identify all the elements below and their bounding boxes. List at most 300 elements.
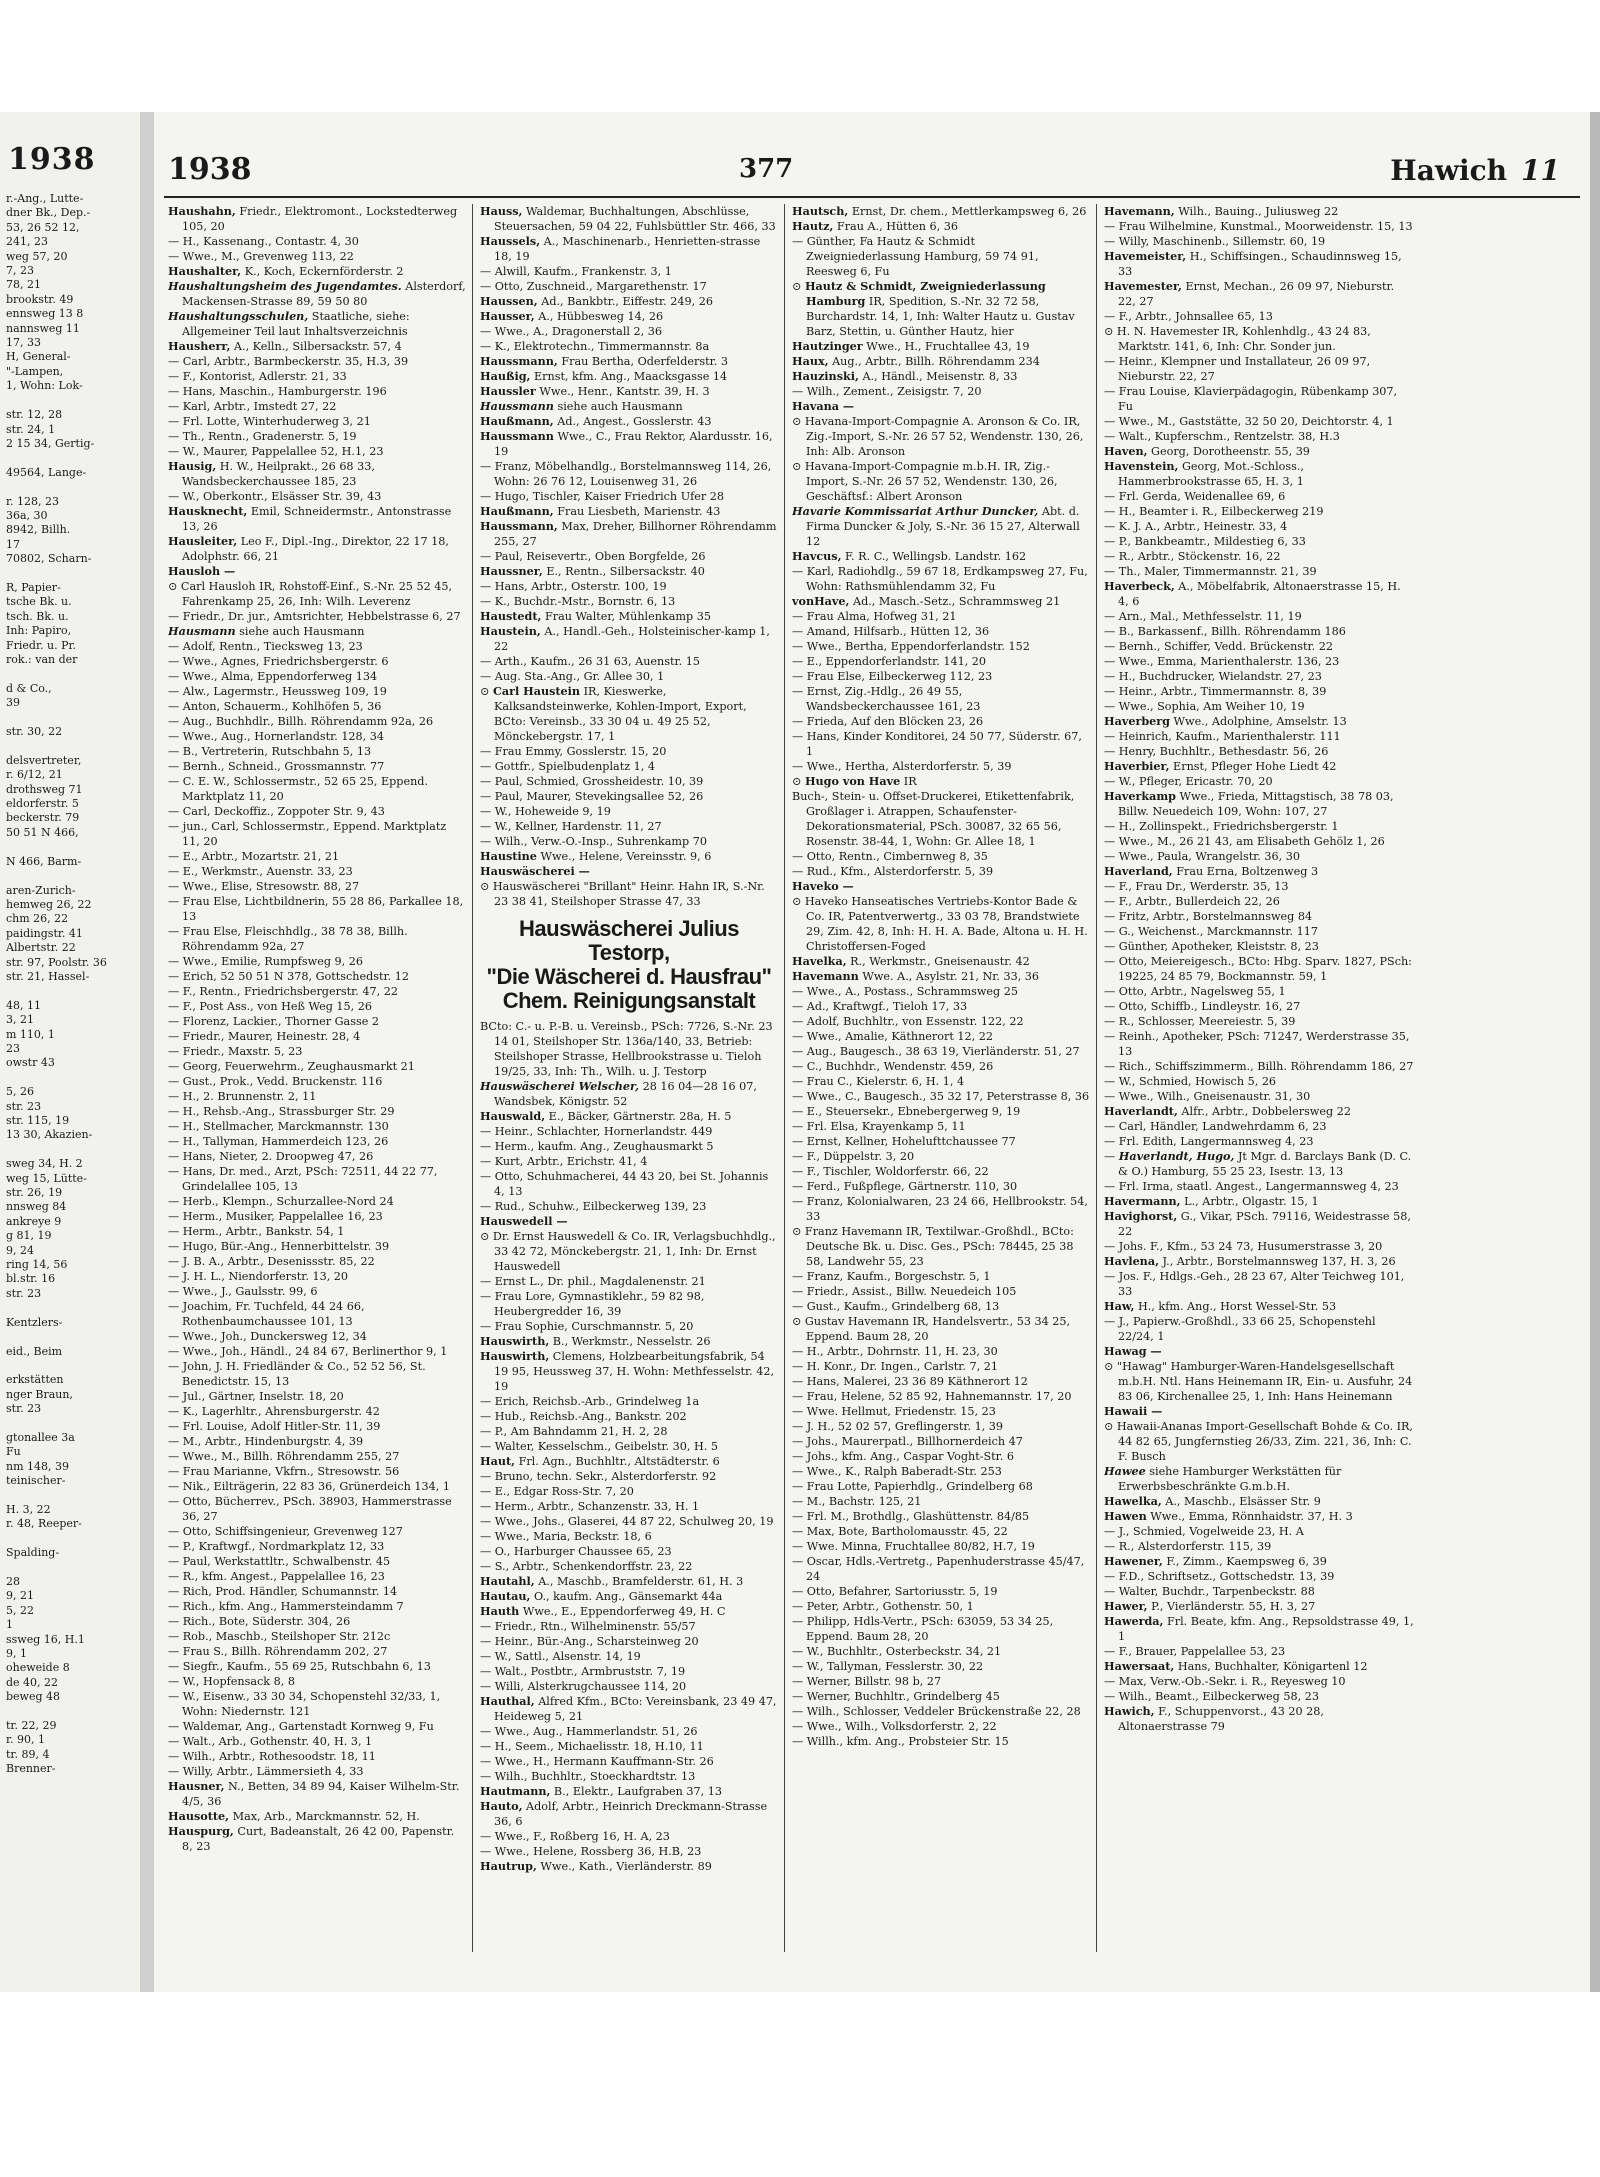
directory-entry: — H., Tallyman, Hammerdeich 123, 26 xyxy=(168,1135,389,1148)
directory-entry: — O., Harburger Chaussee 65, 23 xyxy=(480,1545,672,1558)
directory-entry: — Wwe., Bertha, Eppendorferlandstr. 152 xyxy=(792,640,1030,653)
fragment-line: H. 3, 22 xyxy=(6,1502,51,1516)
directory-entry: — F.D., Schriftsetz., Gottschedstr. 13, 39 xyxy=(1104,1570,1335,1583)
directory-entry: — Frau Wilhelmine, Kunstmal., Moorweidenstr. 15, 13 xyxy=(1104,220,1413,233)
directory-entry: — Otto, Rentn., Cimbernweg 8, 35 xyxy=(792,850,988,863)
directory-entry: — R., Schlosser, Meereiestr. 5, 39 xyxy=(1104,1015,1296,1028)
directory-entry: — Otto, Arbtr., Nagelsweg 55, 1 xyxy=(1104,985,1286,998)
fragment-line: str. 97, Poolstr. 36 xyxy=(6,955,107,969)
header-year: 1938 xyxy=(168,152,252,187)
directory-entry: vonHave, Ad., Masch.-Setz., Schrammsweg 21 xyxy=(792,594,1061,608)
fragment-line xyxy=(6,394,138,408)
directory-entry: — F., Arbtr., Johnsallee 65, 13 xyxy=(1104,310,1273,323)
directory-entry: — Frl. Gerda, Weidenallee 69, 6 xyxy=(1104,490,1286,503)
fragment-line xyxy=(6,1417,138,1431)
directory-entry: — Heinrich, Kaufm., Marienthalerstr. 111 xyxy=(1104,730,1341,743)
directory-entry: — Adolf, Rentn., Tiecksweg 13, 23 xyxy=(168,640,363,653)
directory-entry: — Reinh., Apotheker, PSch: 71247, Werderstrasse 35, 13 xyxy=(1104,1030,1410,1058)
directory-entry: Havcus, F. R. C., Wellingsb. Landstr. 162 xyxy=(792,549,1027,563)
directory-entry: — F., Frau Dr., Werderstr. 35, 13 xyxy=(1104,880,1289,893)
directory-entry: — Wwe., H., Hermann Kauffmann-Str. 26 xyxy=(480,1755,714,1768)
directory-entry: Hauth Wwe., E., Eppendorferweg 49, H. C xyxy=(480,1604,726,1618)
directory-column-3 xyxy=(792,204,1090,1952)
directory-entry: — Friedr., Dr. jur., Amtsrichter, Hebbelstrasse 6, 27 xyxy=(168,610,461,623)
directory-entry: — Wwe., Johs., Glaserei, 44 87 22, Schulweg 20, 19 xyxy=(480,1515,774,1528)
fragment-line: 2 15 34, Gertig- xyxy=(6,436,95,450)
fragment-line: 9, 21 xyxy=(6,1589,34,1603)
directory-entry: — C., Buchhdr., Wendenstr. 459, 26 xyxy=(792,1060,994,1073)
directory-entry: — Otto, Schiffsingenieur, Grevenweg 127 xyxy=(168,1525,403,1538)
fragment-line xyxy=(6,667,138,681)
directory-entry: Hauto, Adolf, Arbtr., Heinrich Dreckmann-Strasse 36, 6 xyxy=(480,1799,768,1828)
directory-entry: — John, J. H. Friedländer & Co., 52 52 56, St. Benedictstr. 15, 13 xyxy=(168,1360,426,1388)
directory-entry: — Frau Lotte, Papierhdlg., Grindelberg 68 xyxy=(792,1480,1033,1493)
directory-entry: — Aug. Sta.-Ang., Gr. Allee 30, 1 xyxy=(480,670,665,683)
directory-entry: — Nik., Eilträgerin, 22 83 36, Grünerdeich 134, 1 xyxy=(168,1480,450,1493)
directory-entry: — P., Kraftwgf., Nordmarkplatz 12, 33 xyxy=(168,1540,385,1553)
directory-entry: Haven, Georg, Dorotheenstr. 55, 39 xyxy=(1104,444,1310,458)
fragment-line: ankreye 9 xyxy=(6,1214,62,1228)
fragment-line: paidingstr. 41 xyxy=(6,926,83,940)
fragment-line: ennsweg 13 8 xyxy=(6,307,84,321)
directory-entry: — Carl, Arbtr., Barmbeckerstr. 35, H.3, 39 xyxy=(168,355,409,368)
fragment-line: 1 xyxy=(6,1618,13,1632)
directory-entry: Haussmann, Max, Dreher, Billhorner Röhrendamm 255, 27 xyxy=(480,519,777,548)
previous-page-edge xyxy=(0,112,142,1992)
directory-entry: — Anton, Schauerm., Kohlhöfen 5, 36 xyxy=(168,700,382,713)
fragment-line: eid., Beim xyxy=(6,1344,63,1358)
fragment-line: beckerstr. 79 xyxy=(6,811,80,825)
directory-entry: Haustine Wwe., Helene, Vereinsstr. 9, 6 xyxy=(480,849,712,863)
fragment-line: 48, 11 xyxy=(6,998,41,1012)
directory-entry: ⊙ H. N. Havemester IR, Kohlenhdlg., 43 24 83, Marktstr. 141, 6, Inh: Chr. Sonder jun. xyxy=(1104,325,1371,353)
directory-entry: ⊙ Hawaii-Ananas Import-Gesellschaft Bohde & Co. IR, 44 82 65, Jungfernstieg 26/33, Zim. 221, 36, Inh: C. F. Busch xyxy=(1104,1420,1413,1463)
directory-entry: — Frau, Helene, 52 85 92, Hahnemannstr. 17, 20 xyxy=(792,1390,1072,1403)
directory-entry: — Carl, Händler, Landwehrdamm 6, 23 xyxy=(1104,1120,1327,1133)
directory-entry: ⊙ Hauswäscherei "Brillant" Heinr. Hahn IR, S.-Nr. 23 38 41, Steilshoper Strasse 47, 33 xyxy=(480,880,765,908)
directory-entry: — Frau Else, Lichtbildnerin, 55 28 86, Parkallee 18, 13 xyxy=(168,895,464,923)
directory-entry: Hautahl, A., Maschb., Bramfelderstr. 61, H. 3 xyxy=(480,1574,744,1588)
directory-entry: Haushahn, Friedr., Elektromont., Lockstedterweg 105, 20 xyxy=(168,204,458,233)
fragment-line: 17 xyxy=(6,537,20,551)
fragment-line: 50 51 N 466, xyxy=(6,825,79,839)
fragment-line: 49564, Lange- xyxy=(6,465,87,479)
fragment-line xyxy=(6,1532,138,1546)
directory-entry: — Wwe. Minna, Fruchtallee 80/82, H.7, 19 xyxy=(792,1540,1035,1553)
directory-entry: — Otto, Befahrer, Sartoriusstr. 5, 19 xyxy=(792,1585,998,1598)
fragment-line: nger Braun, xyxy=(6,1387,73,1401)
directory-entry: — Walt., Postbtr., Armbruststr. 7, 19 xyxy=(480,1665,686,1678)
directory-entry: — J. H. L., Niendorferstr. 13, 20 xyxy=(168,1270,349,1283)
directory-entry: Hawer, P., Vierländerstr. 55, H. 3, 27 xyxy=(1104,1599,1316,1613)
fragment-line: nannsweg 11 xyxy=(6,321,80,335)
fragment-line: 78, 21 xyxy=(6,278,41,292)
directory-entry: Havarie Kommissariat Arthur Duncker, Abt. d. Firma Duncker & Joly, S.-Nr. 36 15 27, Alterwall 12 xyxy=(792,504,1080,548)
directory-entry: — Aug., Baugesch., 38 63 19, Vierländerstr. 51, 27 xyxy=(792,1045,1080,1058)
directory-entry: ⊙ Hautz & Schmidt, Zweigniederlassung Hamburg IR, Spedition, S.-Nr. 32 72 58, Burchardstr. 14, 1, Inh: Walter Hautz u. Gustav Barz, Stettin, u. Günther Hautz, hier xyxy=(792,279,1075,338)
directory-entry: — Georg, Feuerwehrm., Zeughausmarkt 21 xyxy=(168,1060,415,1073)
directory-entry: Hauswedell — xyxy=(480,1214,568,1228)
directory-entry: — Willy, Maschinenb., Sillemstr. 60, 19 xyxy=(1104,235,1326,248)
fragment-line: Brenner- xyxy=(6,1762,56,1776)
directory-entry: — H., Buchdrucker, Wielandstr. 27, 23 xyxy=(1104,670,1322,683)
directory-entry: — G., Weichenst., Marckmannstr. 117 xyxy=(1104,925,1318,938)
directory-entry: Hawerda, Frl. Beate, kfm. Ang., Repsoldstrasse 49, 1, 1 xyxy=(1104,1614,1414,1643)
directory-entry: — Werner, Billstr. 98 b, 27 xyxy=(792,1675,942,1688)
directory-entry: — Hans, Maschin., Hamburgerstr. 196 xyxy=(168,385,387,398)
directory-entry: — Gust., Prok., Vedd. Bruckenstr. 116 xyxy=(168,1075,383,1088)
directory-entry: — Alw., Lagermstr., Heussweg 109, 19 xyxy=(168,685,387,698)
fragment-line: Friedr. u. Pr. xyxy=(6,638,77,652)
directory-entry: — Walt., Kupferschm., Rentzelstr. 38, H.3 xyxy=(1104,430,1340,443)
directory-entry: — M., Arbtr., Hindenburgstr. 4, 39 xyxy=(168,1435,364,1448)
directory-entry: — Frau Alma, Hofweg 31, 21 xyxy=(792,610,957,623)
directory-entry: — F., Rentn., Friedrichsbergerstr. 47, 22 xyxy=(168,985,398,998)
directory-entry: — Wwe., Helene, Rossberg 36, H.B, 23 xyxy=(480,1845,702,1858)
fragment-line: beweg 48 xyxy=(6,1690,61,1704)
directory-entry: — Hans, Malerei, 23 36 89 Käthnerort 12 xyxy=(792,1375,1028,1388)
directory-entry: — Frl. Elsa, Krayenkamp 5, 11 xyxy=(792,1120,966,1133)
fragment-line: Fu xyxy=(6,1445,21,1459)
directory-entry: — Frl. Irma, staatl. Angest., Langermannsweg 4, 23 xyxy=(1104,1180,1399,1193)
directory-entry: — Wilh., Schlosser, Veddeler Brückenstraße 22, 28 xyxy=(792,1705,1081,1718)
fragment-line: 23 xyxy=(6,1041,20,1055)
directory-entry: — W., Eisenw., 33 30 34, Schopenstehl 32/33, 1, Wohn: Niedernstr. 121 xyxy=(168,1690,441,1718)
directory-entry: — Otto, Bücherrev., PSch. 38903, Hammerstrasse 36, 27 xyxy=(168,1495,452,1523)
directory-entry: — Paul, Reisevertr., Oben Borgfelde, 26 xyxy=(480,550,706,563)
directory-entry: — Jul., Gärtner, Inselstr. 18, 20 xyxy=(168,1390,344,1403)
directory-entry: — Wwe., J., Gaulsstr. 99, 6 xyxy=(168,1285,318,1298)
directory-entry: — B., Vertreterin, Rutschbahn 5, 13 xyxy=(168,745,372,758)
directory-entry: — M., Bachstr. 125, 21 xyxy=(792,1495,922,1508)
directory-entry: — H., Stellmacher, Marckmannstr. 130 xyxy=(168,1120,389,1133)
directory-entry: — W., Oberkontr., Elsässer Str. 39, 43 xyxy=(168,490,382,503)
fragment-line xyxy=(6,1705,138,1719)
directory-entry: — K., Lagerhltr., Ahrensburgerstr. 42 xyxy=(168,1405,380,1418)
directory-entry: — Rich, Prod. Händler, Schumannstr. 14 xyxy=(168,1585,398,1598)
directory-entry: — Franz, Kaufm., Borgeschstr. 5, 1 xyxy=(792,1270,991,1283)
directory-entry: Haustein, A., Handl.-Geh., Holsteinischer-kamp 1, 22 xyxy=(480,624,770,653)
directory-column-4 xyxy=(1104,204,1414,1952)
fragment-line: R, Papier- xyxy=(6,580,61,594)
advertisement-line: "Die Wäscherei d. Hausfrau" xyxy=(486,964,772,989)
directory-entry: Hautmann, B., Elektr., Laufgraben 37, 13 xyxy=(480,1784,722,1798)
directory-entry: — H., Seem., Michaelisstr. 18, H.10, 11 xyxy=(480,1740,704,1753)
directory-entry: ⊙ Carl Hausloh IR, Rohstoff-Einf., S.-Nr. 25 52 45, Fahrenkamp 25, 26, Inh: Wilh. Leverenz xyxy=(168,580,453,608)
directory-entry: Hautrup, Wwe., Kath., Vierländerstr. 89 xyxy=(480,1859,712,1873)
directory-entry: — Henry, Buchhltr., Bethesdastr. 56, 26 xyxy=(1104,745,1329,758)
directory-entry: — Wwe., Elise, Stresowstr. 88, 27 xyxy=(168,880,360,893)
directory-entry: — Bernh., Schiffer, Vedd. Brückenstr. 22 xyxy=(1104,640,1333,653)
directory-entry: Hausotte, Max, Arb., Marckmannstr. 52, H. xyxy=(168,1809,420,1823)
fragment-line xyxy=(6,451,138,465)
directory-entry: Haussmann Wwe., C., Frau Rektor, Alardusstr. 16, 19 xyxy=(480,429,773,458)
directory-entry: — Paul, Werkstattltr., Schwalbenstr. 45 xyxy=(168,1555,391,1568)
directory-entry: — Heinr., Arbtr., Timmermannstr. 8, 39 xyxy=(1104,685,1327,698)
directory-entry: — Alwill, Kaufm., Frankenstr. 3, 1 xyxy=(480,265,672,278)
directory-entry: — H., Beamter i. R., Eilbeckerweg 219 xyxy=(1104,505,1324,518)
directory-entry: — Wwe., F., Roßberg 16, H. A, 23 xyxy=(480,1830,670,1843)
directory-entry: — H., Zollinspekt., Friedrichsbergerstr. 1 xyxy=(1104,820,1339,833)
directory-entry: Haußig, Ernst, kfm. Ang., Maacksgasse 14 xyxy=(480,369,728,383)
directory-entry: — Hugo, Bür.-Ang., Hennerbittelstr. 39 xyxy=(168,1240,390,1253)
directory-entry: — B., Barkassenf., Billh. Röhrendamm 186 xyxy=(1104,625,1346,638)
fragment-line: r. 90, 1 xyxy=(6,1733,46,1747)
fragment-line: erkstätten xyxy=(6,1373,64,1387)
column-divider xyxy=(1096,204,1097,1952)
directory-entry: — Wwe., Aug., Hammerlandstr. 51, 26 xyxy=(480,1725,698,1738)
directory-entry: — W., Tallyman, Fesslerstr. 30, 22 xyxy=(792,1660,984,1673)
directory-entry: ⊙ Haveko Hanseatisches Vertriebs-Kontor Bade & Co. IR, Patentverwertg., 33 03 78, Brandstwiete 29, Zim. 42, 8, Inh: H. H. A. Bade, Altona u. H. H. Christoffersen-Foged xyxy=(792,895,1088,953)
fragment-line: weg 57, 20 xyxy=(6,249,68,263)
fragment-line: owstr 43 xyxy=(6,1056,55,1070)
directory-entry: — E., Eppendorferlandstr. 141, 20 xyxy=(792,655,987,668)
directory-entry: — Herm., kaufm. Ang., Zeughausmarkt 5 xyxy=(480,1140,714,1153)
fragment-line: eldorferstr. 5 xyxy=(6,797,79,811)
directory-entry: ⊙ Havana-Import-Compagnie m.b.H. IR, Zig.-Import, S.-Nr. 26 57 52, Wendenstr. 130, 26, Geschäftsf.: Albert Aronson xyxy=(792,460,1058,503)
directory-entry: — W., Pfleger, Ericastr. 70, 20 xyxy=(1104,775,1273,788)
directory-entry: Hausser, A., Hübbesweg 14, 26 xyxy=(480,309,664,323)
directory-entry: Haverlandt, Alfr., Arbtr., Dobbelersweg 22 xyxy=(1104,1104,1351,1118)
fragment-line: g 81, 19 xyxy=(6,1229,52,1243)
fragment-line: 13 30, Akazien- xyxy=(6,1128,93,1142)
directory-entry: — Rud., Schuhw., Eilbeckerweg 139, 23 xyxy=(480,1200,707,1213)
fragment-line: str. 21, Hassel- xyxy=(6,969,90,983)
directory-entry: — Rich., Schiffszimmerm., Billh. Röhrendamm 186, 27 xyxy=(1104,1060,1414,1073)
fragment-line: 9, 24 xyxy=(6,1243,34,1257)
directory-entry: — Johs., Maurerpatl., Billhornerdeich 47 xyxy=(792,1435,1023,1448)
directory-entry: — Wilh., Arbtr., Rothesoodstr. 18, 11 xyxy=(168,1750,376,1763)
fragment-line: ssweg 16, H.1 xyxy=(6,1632,85,1646)
fragment-line: r. 48, Reeper- xyxy=(6,1517,82,1531)
directory-entry: — Wwe., M., Gaststätte, 32 50 20, Deichtorstr. 4, 1 xyxy=(1104,415,1394,428)
fragment-line: str. 115, 19 xyxy=(6,1114,70,1127)
fragment-line xyxy=(6,1071,138,1085)
directory-entry: Haussmann siehe auch Hausmann xyxy=(480,399,683,413)
fragment-line: bl.str. 16 xyxy=(6,1272,56,1286)
directory-entry: — Friedr., Assist., Billw. Neuedeich 105 xyxy=(792,1285,1017,1298)
directory-entry: — W., Hoheweide 9, 19 xyxy=(480,805,611,818)
directory-entry: Hausherr, A., Kelln., Silbersackstr. 57, 4 xyxy=(168,339,402,353)
directory-entry: — W., Maurer, Pappelallee 52, H.1, 23 xyxy=(168,445,384,458)
directory-entry: — Heinr., Schlachter, Hornerlandstr. 449 xyxy=(480,1125,713,1138)
fragment-line: 53, 26 52 12, xyxy=(6,220,80,234)
fragment-line: hemweg 26, 22 xyxy=(6,897,92,911)
directory-entry: Haußmann, Frau Liesbeth, Marienstr. 43 xyxy=(480,504,721,518)
fragment-line: 36a, 30 xyxy=(6,508,48,522)
directory-entry: Havenstein, Georg, Mot.-Schloss., Hammerbrookstrasse 65, H. 3, 1 xyxy=(1104,459,1304,488)
fragment-line: 17, 33 xyxy=(6,336,41,350)
directory-entry: — Wwe., Wilh., Volksdorferstr. 2, 22 xyxy=(792,1720,997,1733)
directory-entry: — F., Tischler, Woldorferstr. 66, 22 xyxy=(792,1165,989,1178)
directory-entry: — H., Rehsb.-Ang., Strassburger Str. 29 xyxy=(168,1105,395,1118)
directory-entry: — Werner, Buchhltr., Grindelberg 45 xyxy=(792,1690,1000,1703)
directory-entry: — Wwe., Wilh., Gneisenaustr. 31, 30 xyxy=(1104,1090,1311,1103)
directory-entry: — Jos. F., Hdlgs.-Geh., 28 23 67, Alter Teichweg 101, 33 xyxy=(1104,1270,1405,1298)
fragment-line: gtonallee 3a xyxy=(6,1430,75,1444)
directory-entry: — W., Schmied, Howisch 5, 26 xyxy=(1104,1075,1277,1088)
directory-entry: — Bernh., Schneid., Grossmannstr. 77 xyxy=(168,760,385,773)
directory-entry: Haw, H., kfm. Ang., Horst Wessel-Str. 53 xyxy=(1104,1299,1337,1313)
directory-entry: — Otto, Meiereigesch., BCto: Hbg. Sparv. 1827, PSch: 19225, 24 85 79, Bockmannstr. 59, 1 xyxy=(1104,955,1412,983)
directory-entry: — Friedr., Rtn., Wilhelminenstr. 55/57 xyxy=(480,1620,696,1633)
directory-entry: — Wwe., Aug., Hornerlandstr. 128, 34 xyxy=(168,730,385,743)
directory-entry: — Wwe., M., Billh. Röhrendamm 255, 27 xyxy=(168,1450,400,1463)
directory-entry: — Erich, 52 50 51 N 378, Gottschedstr. 12 xyxy=(168,970,409,983)
directory-entry: — Wilh., Verw.-O.-Insp., Suhrenkamp 70 xyxy=(480,835,707,848)
directory-entry: — Siegfr., Kaufm., 55 69 25, Rutschbahn 6, 13 xyxy=(168,1660,431,1673)
fragment-line: m 110, 1 xyxy=(6,1027,55,1041)
fragment-line xyxy=(6,869,138,883)
fragment-line: 7, 23 xyxy=(6,264,34,278)
fragment-line: tr. 89, 4 xyxy=(6,1747,50,1761)
directory-entry: — Adolf, Buchhltr., von Essenstr. 122, 22 xyxy=(792,1015,1024,1028)
fragment-line xyxy=(6,567,138,581)
previous-page-year: 1938 xyxy=(8,142,96,177)
fragment-line: 5, 22 xyxy=(6,1603,34,1617)
directory-entry: ⊙ Havana-Import-Compagnie A. Aronson & Co. IR, Zig.-Import, S.-Nr. 26 57 52, Wendenstr. 130, 26, Inh: Alb. Aronson xyxy=(792,415,1084,458)
directory-entry: — W., Hopfensack 8, 8 xyxy=(168,1675,295,1688)
directory-entry: — Johs., kfm. Ang., Caspar Voght-Str. 6 xyxy=(792,1450,1014,1463)
directory-entry: Hausmann siehe auch Hausmann xyxy=(168,624,365,638)
fragment-line: tsche Bk. u. xyxy=(6,595,72,609)
directory-entry: Hauswäscherei Welscher, 28 16 04—28 16 07, Wandsbek, Königstr. 52 xyxy=(480,1079,757,1108)
directory-entry: — S., Arbtr., Schenkendorffstr. 23, 22 xyxy=(480,1560,693,1573)
directory-entry: Hautz, Frau A., Hütten 6, 36 xyxy=(792,219,959,233)
directory-entry: Havemann, Wilh., Bauing., Juliusweg 22 xyxy=(1104,204,1339,218)
directory-entry: Hausleiter, Leo F., Dipl.-Ing., Direktor, 22 17 18, Adolphstr. 66, 21 xyxy=(168,534,449,563)
fragment-line: str. 30, 22 xyxy=(6,725,63,739)
directory-entry: — Wilh., Buchhltr., Stoeckhardtstr. 13 xyxy=(480,1770,696,1783)
directory-entry: — Max, Bote, Bartholomausstr. 45, 22 xyxy=(792,1525,1008,1538)
directory-entry: — Herm., Arbtr., Bankstr. 54, 1 xyxy=(168,1225,345,1238)
directory-entry: — Karl, Arbtr., Imstedt 27, 22 xyxy=(168,400,337,413)
directory-entry: Hawersaat, Hans, Buchhalter, Königartenl 12 xyxy=(1104,1659,1368,1673)
directory-entry: — R., Alsterdorferstr. 115, 39 xyxy=(1104,1540,1272,1553)
directory-entry: — Aug., Buchhdlr., Billh. Röhrendamm 92a, 26 xyxy=(168,715,434,728)
directory-entry: — Rob., Maschb., Steilshoper Str. 212c xyxy=(168,1630,391,1643)
directory-entry: — Wwe., Paula, Wrangelstr. 36, 30 xyxy=(1104,850,1300,863)
fragment-line: de 40, 22 xyxy=(6,1675,59,1689)
page-number: 377 xyxy=(739,154,794,184)
directory-entry: — E., Edgar Ross-Str. 7, 20 xyxy=(480,1485,634,1498)
directory-entry: — Frau Louise, Klavierpädagogin, Rübenkamp 307, Fu xyxy=(1104,385,1398,413)
directory-entry: — Ferd., Fußpflege, Gärtnerstr. 110, 30 xyxy=(792,1180,1018,1193)
directory-entry: — Florenz, Lackier., Thorner Gasse 2 xyxy=(168,1015,379,1028)
fragment-line: "-Lampen, xyxy=(6,364,64,378)
directory-entry: — W., Buchhltr., Osterbeckstr. 34, 21 xyxy=(792,1645,1002,1658)
directory-entry: — Otto, Schuhmacherei, 44 43 20, bei St. Johannis 4, 13 xyxy=(480,1170,769,1198)
directory-entry: ⊙ Hugo von Have IR xyxy=(792,774,917,788)
directory-entry: Haverland, Frau Erna, Boltzenweg 3 xyxy=(1104,864,1319,878)
directory-entry: Haußmann, Ad., Angest., Gosslerstr. 43 xyxy=(480,414,712,428)
header-rule xyxy=(164,196,1580,198)
fragment-line xyxy=(6,739,138,753)
directory-entry: — Heinr., Klempner und Installateur, 26 09 97, Nieburstr. 22, 27 xyxy=(1104,355,1371,383)
directory-entry: — Herm., Arbtr., Schanzenstr. 33, H. 1 xyxy=(480,1500,700,1513)
directory-entry: Hauspurg, Curt, Badeanstalt, 26 42 00, Papenstr. 8, 23 xyxy=(168,1824,455,1853)
directory-entry: — Philipp, Hdls-Vertr., PSch: 63059, 53 34 25, Eppend. Baum 28, 20 xyxy=(792,1615,1054,1643)
fragment-line xyxy=(6,1330,138,1344)
directory-entry: — Hans, Arbtr., Osterstr. 100, 19 xyxy=(480,580,667,593)
directory-entry: — Frau C., Kielerstr. 6, H. 1, 4 xyxy=(792,1075,965,1088)
directory-entry: — Wwe., Sophia, Am Weiher 10, 19 xyxy=(1104,700,1305,713)
directory-entry: — Wwe., Maria, Beckstr. 18, 6 xyxy=(480,1530,652,1543)
directory-entry: — R., kfm. Angest., Pappelallee 16, 23 xyxy=(168,1570,385,1583)
fragment-line: 241, 23 xyxy=(6,235,48,249)
directory-entry: — H. Konr., Dr. Ingen., Carlstr. 7, 21 xyxy=(792,1360,998,1373)
fragment-line xyxy=(6,711,138,725)
directory-entry: — Frau Lore, Gymnastiklehr., 59 82 98, Heubergredder 16, 39 xyxy=(480,1290,705,1318)
directory-entry: — Wwe., M., Grevenweg 113, 22 xyxy=(168,250,354,263)
directory-entry: — Amand, Hilfsarb., Hütten 12, 36 xyxy=(792,625,990,638)
directory-entry: — Kurt, Arbtr., Erichstr. 41, 4 xyxy=(480,1155,648,1168)
fragment-line: 8942, Billh. xyxy=(6,523,71,537)
directory-entry: — Walt., Arb., Gothenstr. 40, H. 3, 1 xyxy=(168,1735,373,1748)
directory-entry: — Frau S., Billh. Röhrendamm 202, 27 xyxy=(168,1645,388,1658)
directory-entry: — Gottfr., Spielbudenplatz 1, 4 xyxy=(480,760,655,773)
directory-entry: — K. J. A., Arbtr., Heinestr. 33, 4 xyxy=(1104,520,1288,533)
directory-entry: — Willy, Arbtr., Lämmersieth 4, 33 xyxy=(168,1765,364,1778)
directory-entry: — C. E. W., Schlossermstr., 52 65 25, Eppend. Marktplatz 11, 20 xyxy=(168,775,429,803)
directory-entry: — Hans, Kinder Konditorei, 24 50 77, Süderstr. 67, 1 xyxy=(792,730,1082,758)
directory-entry: — W., Kellner, Hardenstr. 11, 27 xyxy=(480,820,662,833)
directory-entry: — Carl, Deckoffiz., Zoppoter Str. 9, 43 xyxy=(168,805,385,818)
directory-entry: — Franz, Möbelhandlg., Borstelmannsweg 114, 26, Wohn: 26 76 12, Louisenweg 31, 26 xyxy=(480,460,772,488)
directory-entry: — Franz, Kolonialwaren, 23 24 66, Hellbrookstr. 54, 33 xyxy=(792,1195,1088,1223)
directory-entry: — F., Düppelstr. 3, 20 xyxy=(792,1150,915,1163)
directory-entry: — H., Kassenang., Contastr. 4, 30 xyxy=(168,235,359,248)
fragment-line: Kentzlers- xyxy=(6,1315,63,1329)
directory-entry: — Walter, Kesselschm., Geibelstr. 30, H. 5 xyxy=(480,1440,719,1453)
running-head xyxy=(1390,154,1560,187)
fragment-line: 28 xyxy=(6,1575,20,1588)
directory-entry: Hawelka, A., Maschb., Elsässer Str. 9 xyxy=(1104,1494,1321,1508)
fragment-line xyxy=(6,1301,138,1315)
directory-entry: Hauswirth, B., Werkmstr., Nesselstr. 26 xyxy=(480,1334,711,1348)
fragment-line: str. 23 xyxy=(6,1099,42,1113)
directory-entry: — Wwe., C., Baugesch., 35 32 17, Peterstrasse 8, 36 xyxy=(792,1090,1090,1103)
fragment-line xyxy=(6,480,138,494)
fragment-line: N 466, Barm- xyxy=(6,854,82,868)
fragment-line: str. 23 xyxy=(6,1286,42,1300)
directory-entry: Hawaii — xyxy=(1104,1404,1163,1418)
directory-entry: — Rich., Bote, Süderstr. 304, 26 xyxy=(168,1615,351,1628)
directory-entry: Haussler Wwe., Henr., Kantstr. 39, H. 3 xyxy=(480,384,710,398)
directory-entry: — R., Arbtr., Stöckenstr. 16, 22 xyxy=(1104,550,1281,563)
directory-entry: ⊙ Franz Havemann IR, Textilwar.-Großhdl., BCto: Deutsche Bk. u. Disc. Ges., PSch: 78445, 25 38 58, Landwehr 55, 23 xyxy=(792,1225,1074,1268)
directory-entry: — W., Sattl., Alsenstr. 14, 19 xyxy=(480,1650,641,1663)
directory-entry: Havemester, Ernst, Mechan., 26 09 97, Nieburstr. 22, 27 xyxy=(1104,279,1395,308)
directory-entry: — Wwe., Emma, Marienthalerstr. 136, 23 xyxy=(1104,655,1340,668)
directory-entry: Haussner, E., Rentn., Silbersackstr. 40 xyxy=(480,564,705,578)
directory-entry: Havana — xyxy=(792,399,855,413)
directory-entry: — Wwe. Hellmut, Friedenstr. 15, 23 xyxy=(792,1405,996,1418)
directory-entry: — Paul, Schmied, Grossheidestr. 10, 39 xyxy=(480,775,704,788)
directory-entry: — Erich, Reichsb.-Arb., Grindelweg 1a xyxy=(480,1395,700,1408)
fragment-line: rok.: van der xyxy=(6,653,78,666)
directory-column-2 xyxy=(480,204,778,1952)
fragment-line: 3, 21 xyxy=(6,1013,34,1027)
directory-entry: — Bruno, techn. Sekr., Alsterdorferstr. 92 xyxy=(480,1470,717,1483)
directory-entry: — F., Post Ass., von Heß Weg 15, 26 xyxy=(168,1000,372,1013)
directory-entry: — Arth., Kaufm., 26 31 63, Auenstr. 15 xyxy=(480,655,700,668)
page-edge-shadow xyxy=(1590,112,1600,1992)
directory-entry: Buch-, Stein- u. Offset-Druckerei, Etikettenfabrik, Großlager i. Atrappen, Schaufenster-Dekorationsmaterial, PSch. 30087, 32 65 56, Rosenstr. 38-44, 1, Wohn: Gr. Allee 18, 1 xyxy=(792,790,1075,848)
fragment-line: 1, Wohn: Lok- xyxy=(6,379,83,393)
book-gutter xyxy=(140,112,154,1992)
directory-entry: Havemeister, H., Schiffsingen., Schaudinnsweg 15, 33 xyxy=(1104,249,1402,278)
